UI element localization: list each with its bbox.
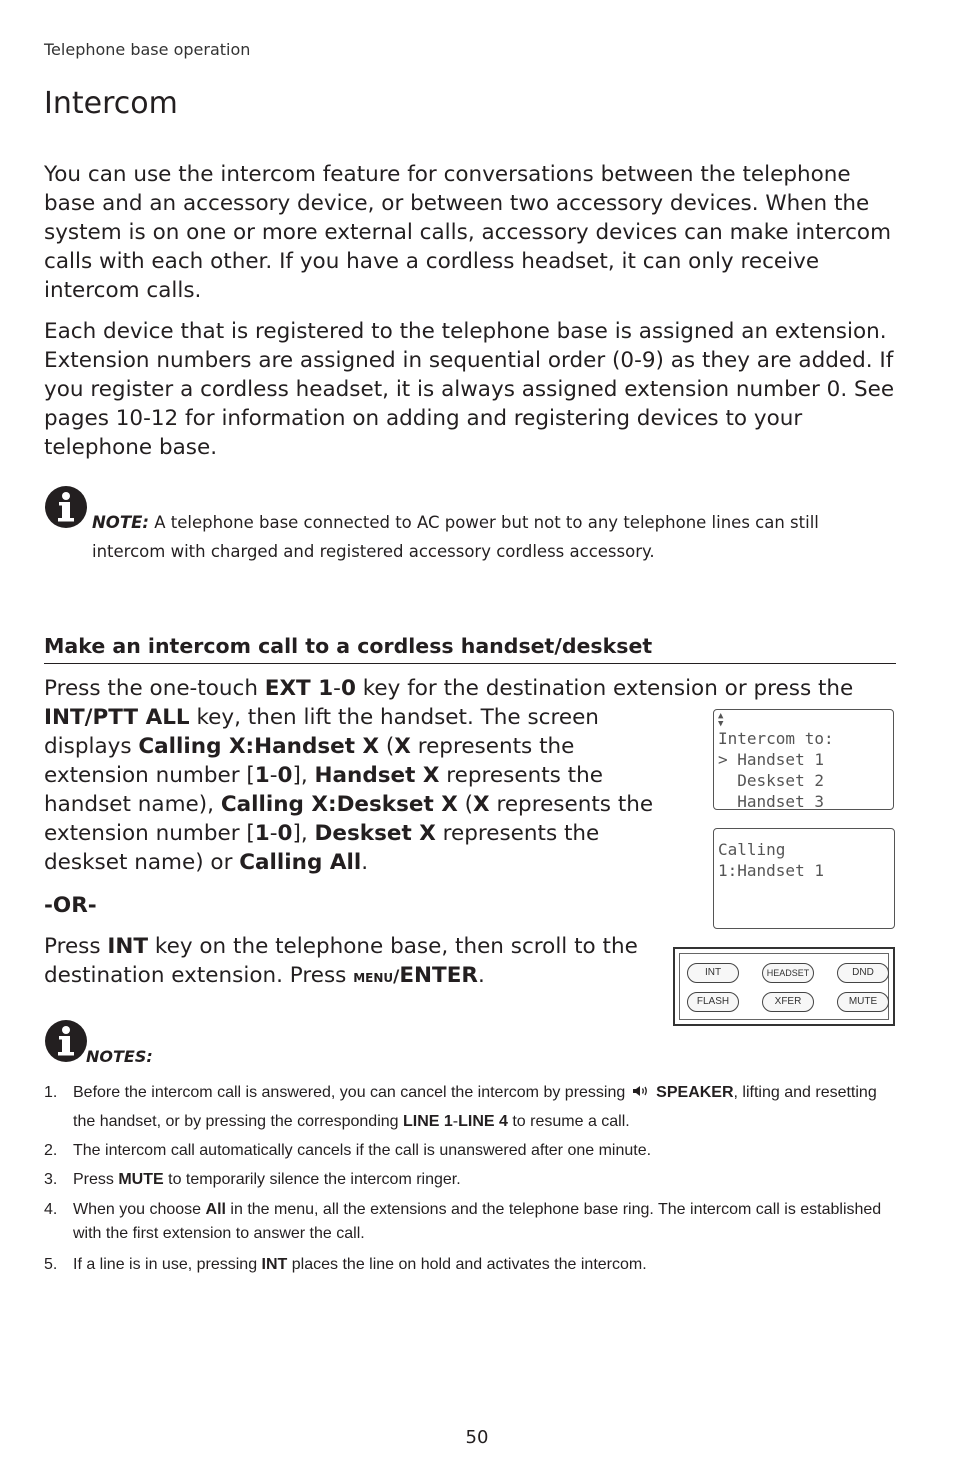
lcd-line: Deskset 2 (718, 771, 824, 790)
step1-text: INT/PTT ALL key, then lift the handset. The screen displays Calling X:Handset X (X represents the extension number [1-0], Handset X represents the handset name), Calling X:Deskset X (X represents the extension number [1-0], Deskset X represents the deskset name) or Calling All. (44, 705, 654, 875)
lcd-line: Calling (718, 840, 786, 859)
lcd-line: > Handset 1 (718, 750, 824, 769)
info-icon (44, 1019, 88, 1063)
notes-label: NOTES: (86, 1047, 153, 1066)
page-number: 50 (465, 1427, 489, 1448)
list-item: 2. The intercom call automatically cancels if the call is unanswered after one minute. (44, 1142, 652, 1159)
lcd-intercom-menu (713, 709, 894, 810)
speaker-icon (630, 1084, 652, 1101)
intro-paragraph-1: You can use the intercom feature for conversations between the telephone base and an accessory device, or between two accessory devices. When the system is on one or more external calls, accessory devices can make intercom calls with each other. If you have a cordless headset, it can only receive intercom calls. (44, 162, 892, 303)
page-title: Intercom (44, 86, 178, 121)
headset-key[interactable]: HEADSET (762, 963, 814, 983)
lcd-line: 1:Handset 1 (718, 861, 824, 880)
notes-list (44, 1078, 900, 1279)
lcd-line: Handset 3 (718, 792, 824, 811)
dnd-key[interactable]: DND (837, 963, 889, 983)
base-keypad (673, 947, 895, 1026)
info-icon (44, 485, 88, 529)
note-text (92, 508, 892, 566)
note-label: NOTE: (92, 513, 149, 532)
flash-key[interactable]: FLASH (687, 992, 739, 1012)
lcd-line: Intercom to: (718, 729, 834, 748)
scroll-arrows-icon: ▲ ▼ (718, 711, 724, 729)
intro-paragraph-2: Each device that is registered to the telephone base is assigned an extension. Extension numbers are assigned in sequential order (0-9) as they are added. If you register a cordless headset, it is always assigned extension number 0. See pages 10-12 for information on adding and registering devices to your telephone base. (44, 319, 895, 460)
lcd-calling (713, 828, 895, 929)
step2-text: Press INT key on the telephone base, then scroll to the destination extension. Press menu/ENTER. (44, 934, 638, 988)
list-item: 1. Before the intercom call is answered, you can cancel the intercom by pressing SPEAKER, lifting and resetting the handset, or by pressing the corresponding LINE 1-LINE 4 to resume a call. (44, 1084, 877, 1130)
mute-key[interactable]: MUTE (837, 992, 889, 1012)
running-header: Telephone base operation (44, 40, 251, 59)
int-key[interactable]: INT (687, 963, 739, 983)
xfer-key[interactable]: XFER (762, 992, 814, 1012)
section-heading: Make an intercom call to a cordless handset/deskset (44, 634, 896, 664)
or-separator: -OR- (44, 893, 97, 918)
note-body: A telephone base connected to AC power but not to any telephone lines can still intercom with charged and registered accessory cordless accessory. (92, 513, 819, 561)
list-item: 5. If a line is in use, pressing INT places the line on hold and activates the intercom. (44, 1256, 647, 1273)
list-item: 3. Press MUTE to temporarily silence the intercom ringer. (44, 1171, 461, 1188)
list-item: 4. When you choose All in the menu, all the extensions and the telephone base ring. The intercom call is established with the first extension to answer the call. (44, 1201, 882, 1242)
step1-line1: Press the one-touch EXT 1-0 key for the destination extension or press the (44, 676, 854, 701)
